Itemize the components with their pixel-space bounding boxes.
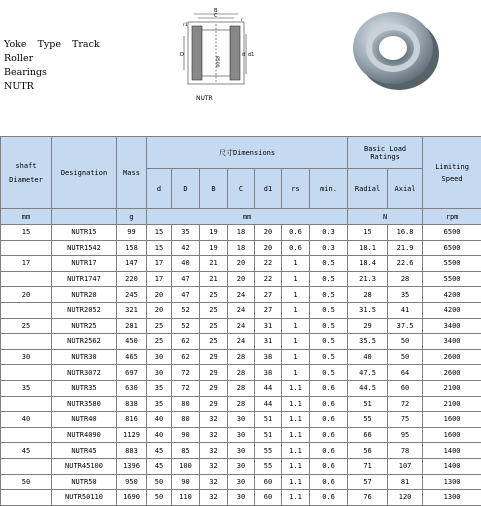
cell-rs: 1 [282, 287, 310, 303]
cell-speed: 4200 [423, 302, 481, 318]
cell-D: 110 [172, 490, 200, 506]
table-row [1, 256, 481, 272]
cell-min: 0.5 [310, 302, 348, 318]
col-header-designation: Designation [52, 137, 117, 209]
table-header [1, 137, 481, 225]
title-word: Roller [4, 53, 33, 64]
cell-radial: 76 [348, 490, 388, 506]
cell-speed: 2600 [423, 349, 481, 365]
cell-C: 24 [228, 334, 255, 350]
cell-speed: 2100 [423, 396, 481, 412]
cell-radial: 28 [348, 287, 388, 303]
cell-C: 24 [228, 302, 255, 318]
col-header-C: C [228, 169, 255, 209]
cell-shaft [1, 458, 52, 474]
cell-mass: 147 [117, 256, 147, 272]
cell-mass: 816 [117, 412, 147, 428]
col-header-shaft: shaft Diameter [1, 137, 52, 209]
cell-min: 0.6 [310, 458, 348, 474]
cell-mass: 630 [117, 380, 147, 396]
cell-des: NUTR30 [52, 349, 117, 365]
label-d1: d1 [248, 52, 254, 58]
table-row [1, 225, 481, 241]
cell-d: 50 [147, 474, 172, 490]
cell-d: 30 [147, 365, 172, 381]
cell-D: 40 [172, 256, 200, 272]
product-title [4, 38, 134, 94]
unit-designation [52, 209, 117, 225]
cell-B: 29 [200, 365, 228, 381]
title-line-3: NUTR [4, 80, 134, 94]
cell-d1: 44 [255, 380, 282, 396]
cell-rs: 0.6 [282, 225, 310, 241]
cell-mass: 950 [117, 474, 147, 490]
cell-C: 20 [228, 256, 255, 272]
cell-D: 35 [172, 225, 200, 241]
cell-d: 20 [147, 302, 172, 318]
cell-mass: 220 [117, 271, 147, 287]
cell-axial: 107 [388, 458, 423, 474]
cell-min: 0.5 [310, 256, 348, 272]
cell-D: 52 [172, 318, 200, 334]
cell-D: 80 [172, 396, 200, 412]
cell-d1: 22 [255, 271, 282, 287]
col-header-d1: d1 [255, 169, 282, 209]
cell-des: NUTR25 [52, 318, 117, 334]
col-header-limiting-speed: Limiting Speed [423, 137, 481, 209]
cell-speed: 5500 [423, 256, 481, 272]
table-body [1, 225, 481, 506]
cell-axial: 28 [388, 271, 423, 287]
cell-des: NUTR2562 [52, 334, 117, 350]
cell-d1: 44 [255, 396, 282, 412]
table-row [1, 318, 481, 334]
cell-d: 35 [147, 380, 172, 396]
cell-radial: 51 [348, 396, 388, 412]
cell-radial: 18.1 [348, 240, 388, 256]
cell-d: 45 [147, 443, 172, 459]
cell-B: 32 [200, 458, 228, 474]
cell-min: 0.6 [310, 396, 348, 412]
cell-B: 21 [200, 271, 228, 287]
cell-des: NUTR50110 [52, 490, 117, 506]
cell-D: 100 [172, 458, 200, 474]
cell-D: 62 [172, 334, 200, 350]
cell-min: 0.6 [310, 380, 348, 396]
cell-d1: 38 [255, 365, 282, 381]
cell-d1: 38 [255, 349, 282, 365]
cell-speed: 6500 [423, 240, 481, 256]
cell-C: 24 [228, 287, 255, 303]
table-row [1, 380, 481, 396]
table-row [1, 396, 481, 412]
cell-D: 72 [172, 380, 200, 396]
cell-axial: 60 [388, 380, 423, 396]
cell-d1: 51 [255, 427, 282, 443]
cell-C: 18 [228, 240, 255, 256]
cell-des: NUTR17 [52, 256, 117, 272]
cell-des: NUTR1747 [52, 271, 117, 287]
cell-d: 15 [147, 240, 172, 256]
cell-B: 19 [200, 240, 228, 256]
cell-C: 30 [228, 458, 255, 474]
cell-des: NUTR20 [52, 287, 117, 303]
cell-radial: 47.5 [348, 365, 388, 381]
table-row [1, 474, 481, 490]
cell-speed: 1300 [423, 474, 481, 490]
cell-d1: 31 [255, 318, 282, 334]
col-header-min: min. [310, 169, 348, 209]
cell-shaft: 17 [1, 256, 52, 272]
title-line-2: Bearings [4, 66, 134, 80]
table-row [1, 412, 481, 428]
cell-radial: 31.5 [348, 302, 388, 318]
table-row [1, 271, 481, 287]
col-header-mass: Mass [117, 137, 147, 209]
cell-D: 62 [172, 349, 200, 365]
cell-axial: 37.5 [388, 318, 423, 334]
cell-shaft: 45 [1, 443, 52, 459]
cell-des: NUTR3072 [52, 365, 117, 381]
cell-shaft: 35 [1, 380, 52, 396]
cell-radial: 66 [348, 427, 388, 443]
cell-D: 42 [172, 240, 200, 256]
cell-rs: 1.1 [282, 443, 310, 459]
cell-B: 25 [200, 287, 228, 303]
cell-mass: 883 [117, 443, 147, 459]
cell-des: NUTR40 [52, 412, 117, 428]
bearing-photo [349, 6, 441, 94]
cell-axial: 81 [388, 474, 423, 490]
cell-C: 30 [228, 443, 255, 459]
cell-radial: 44.5 [348, 380, 388, 396]
cell-d1: 55 [255, 443, 282, 459]
cell-d1: 60 [255, 474, 282, 490]
cell-mass: 838 [117, 396, 147, 412]
cell-speed: 2600 [423, 365, 481, 381]
cell-shaft: 25 [1, 318, 52, 334]
cell-radial: 35.5 [348, 334, 388, 350]
cell-speed: 1300 [423, 490, 481, 506]
spec-table [0, 136, 481, 506]
cell-rs: 1 [282, 256, 310, 272]
cell-radial: 71 [348, 458, 388, 474]
label-C: C [214, 13, 218, 19]
cell-mass: 697 [117, 365, 147, 381]
table-row [1, 427, 481, 443]
cell-rs: 1.1 [282, 412, 310, 428]
title-word: Track [72, 39, 100, 50]
cell-min: 0.6 [310, 474, 348, 490]
cell-d: 15 [147, 225, 172, 241]
cell-B: 29 [200, 349, 228, 365]
col-header-radial: Radial [348, 169, 388, 209]
cell-d1: 20 [255, 225, 282, 241]
cell-C: 30 [228, 427, 255, 443]
table-row [1, 490, 481, 506]
cell-d1: 27 [255, 287, 282, 303]
label-r: r [241, 17, 243, 23]
cell-C: 18 [228, 225, 255, 241]
cell-axial: 50 [388, 349, 423, 365]
cell-D: 47 [172, 287, 200, 303]
cell-axial: 95 [388, 427, 423, 443]
unit-speed: rpm [423, 209, 481, 225]
cell-shaft [1, 271, 52, 287]
cell-C: 24 [228, 318, 255, 334]
cell-speed: 1400 [423, 458, 481, 474]
cell-speed: 1600 [423, 427, 481, 443]
cell-des: NUTR2052 [52, 302, 117, 318]
cell-min: 0.6 [310, 412, 348, 428]
table-row [1, 349, 481, 365]
cell-rs: 1.1 [282, 427, 310, 443]
cell-min: 0.6 [310, 427, 348, 443]
cell-radial: 57 [348, 474, 388, 490]
cell-radial: 15 [348, 225, 388, 241]
cell-min: 0.5 [310, 318, 348, 334]
cell-des: NUTR15 [52, 225, 117, 241]
cell-C: 30 [228, 412, 255, 428]
cell-min: 0.3 [310, 225, 348, 241]
col-header-B: B [200, 169, 228, 209]
cell-axial: 120 [388, 490, 423, 506]
cell-speed: 1400 [423, 443, 481, 459]
cell-speed: 2100 [423, 380, 481, 396]
cell-axial: 22.6 [388, 256, 423, 272]
cell-D: 90 [172, 474, 200, 490]
cell-B: 25 [200, 318, 228, 334]
cell-B: 32 [200, 474, 228, 490]
cell-speed: 6500 [423, 225, 481, 241]
cell-radial: 18.4 [348, 256, 388, 272]
table-row [1, 365, 481, 381]
cell-rs: 1.1 [282, 458, 310, 474]
cell-d: 25 [147, 318, 172, 334]
cell-mass: 99 [117, 225, 147, 241]
cell-axial: 78 [388, 443, 423, 459]
cell-radial: 40 [348, 349, 388, 365]
cell-des: NUTR45100 [52, 458, 117, 474]
table-row [1, 334, 481, 350]
cell-min: 0.5 [310, 287, 348, 303]
cell-radial: 29 [348, 318, 388, 334]
cell-shaft [1, 240, 52, 256]
cell-des: NUTR45 [52, 443, 117, 459]
cell-axial: 50 [388, 334, 423, 350]
bearing-cross-section-drawing [176, 4, 256, 96]
label-d: d [242, 52, 245, 58]
cell-B: 19 [200, 225, 228, 241]
cell-speed: 1600 [423, 412, 481, 428]
cell-rs: 1.1 [282, 396, 310, 412]
cell-d: 17 [147, 256, 172, 272]
cell-d: 40 [147, 427, 172, 443]
cell-mass: 321 [117, 302, 147, 318]
cell-rs: 0.6 [282, 240, 310, 256]
cell-shaft: 15 [1, 225, 52, 241]
label-r1: r1 [183, 22, 188, 28]
cell-shaft: 50 [1, 474, 52, 490]
cell-C: 28 [228, 349, 255, 365]
cell-d: 17 [147, 271, 172, 287]
cell-des: NUTR50 [52, 474, 117, 490]
cell-shaft: 20 [1, 287, 52, 303]
label-B: B [214, 8, 218, 14]
label-D: D [180, 52, 184, 58]
cell-shaft [1, 490, 52, 506]
cell-shaft [1, 302, 52, 318]
cell-min: 0.3 [310, 240, 348, 256]
drawing-caption: NUTR [196, 95, 213, 102]
col-header-load-ratings: Basic Load Ratings [348, 137, 423, 169]
cell-mass: 158 [117, 240, 147, 256]
cell-rs: 1 [282, 302, 310, 318]
cell-B: 29 [200, 380, 228, 396]
cell-d: 45 [147, 458, 172, 474]
col-header-rs: rs [282, 169, 310, 209]
cell-axial: 41 [388, 302, 423, 318]
cell-rs: 1 [282, 365, 310, 381]
table-row [1, 458, 481, 474]
cell-min: 0.5 [310, 365, 348, 381]
col-header-D: D [172, 169, 200, 209]
cell-rs: 1.1 [282, 490, 310, 506]
cell-C: 28 [228, 396, 255, 412]
cell-axial: 21.9 [388, 240, 423, 256]
label-pitch: 8500 [214, 56, 220, 68]
col-header-d: d [147, 169, 172, 209]
cell-D: 85 [172, 443, 200, 459]
cell-rs: 1.1 [282, 380, 310, 396]
cell-d: 35 [147, 396, 172, 412]
table-row [1, 443, 481, 459]
cell-min: 0.5 [310, 349, 348, 365]
cell-d1: 22 [255, 256, 282, 272]
cell-d: 40 [147, 412, 172, 428]
cell-mass: 281 [117, 318, 147, 334]
cell-C: 30 [228, 490, 255, 506]
col-header-axial: Axial [388, 169, 423, 209]
cell-d: 50 [147, 490, 172, 506]
cell-mass: 1129 [117, 427, 147, 443]
cell-shaft: 30 [1, 349, 52, 365]
cell-D: 52 [172, 302, 200, 318]
cell-d1: 51 [255, 412, 282, 428]
cell-shaft: 40 [1, 412, 52, 428]
cell-d1: 27 [255, 302, 282, 318]
cell-des: NUTR3580 [52, 396, 117, 412]
cell-B: 32 [200, 443, 228, 459]
cell-mass: 245 [117, 287, 147, 303]
unit-dimensions: mm [147, 209, 348, 225]
cell-min: 0.6 [310, 490, 348, 506]
cell-axial: 64 [388, 365, 423, 381]
cell-mass: 1690 [117, 490, 147, 506]
title-word: Type [38, 39, 61, 50]
cell-radial: 55 [348, 412, 388, 428]
cell-shaft [1, 396, 52, 412]
cell-min: 0.5 [310, 271, 348, 287]
cell-d1: 31 [255, 334, 282, 350]
unit-mass: g [117, 209, 147, 225]
cell-speed: 5500 [423, 271, 481, 287]
col-header-dimensions: 尺寸Dimensions [147, 137, 348, 169]
cell-C: 28 [228, 365, 255, 381]
table-row [1, 302, 481, 318]
cell-d1: 60 [255, 490, 282, 506]
cell-B: 29 [200, 396, 228, 412]
cell-d: 30 [147, 349, 172, 365]
cell-rs: 1 [282, 271, 310, 287]
cell-radial: 21.3 [348, 271, 388, 287]
unit-shaft: mm [1, 209, 52, 225]
cell-rs: 1.1 [282, 474, 310, 490]
cell-d: 25 [147, 334, 172, 350]
cell-B: 25 [200, 302, 228, 318]
cell-shaft [1, 334, 52, 350]
cell-rs: 1 [282, 318, 310, 334]
cell-axial: 72 [388, 396, 423, 412]
cell-D: 47 [172, 271, 200, 287]
cell-d: 20 [147, 287, 172, 303]
title-word: Yoke [4, 39, 27, 50]
cell-rs: 1 [282, 349, 310, 365]
cell-d1: 55 [255, 458, 282, 474]
cell-D: 80 [172, 412, 200, 428]
cell-des: NUTR1542 [52, 240, 117, 256]
cell-B: 32 [200, 490, 228, 506]
cell-speed: 3400 [423, 334, 481, 350]
cell-B: 32 [200, 412, 228, 428]
cell-B: 32 [200, 427, 228, 443]
product-header [0, 0, 481, 135]
cell-C: 28 [228, 380, 255, 396]
cell-min: 0.6 [310, 443, 348, 459]
cell-d1: 20 [255, 240, 282, 256]
cell-shaft [1, 365, 52, 381]
cell-axial: 75 [388, 412, 423, 428]
title-line-1 [4, 38, 134, 66]
cell-axial: 16.8 [388, 225, 423, 241]
cell-mass: 465 [117, 349, 147, 365]
cell-radial: 56 [348, 443, 388, 459]
cell-axial: 35 [388, 287, 423, 303]
cell-B: 21 [200, 256, 228, 272]
table-row [1, 287, 481, 303]
cell-speed: 3400 [423, 318, 481, 334]
cell-mass: 450 [117, 334, 147, 350]
cell-shaft [1, 427, 52, 443]
cell-rs: 1 [282, 334, 310, 350]
cell-des: NUTR35 [52, 380, 117, 396]
table-row [1, 240, 481, 256]
cell-speed: 4200 [423, 287, 481, 303]
cell-C: 30 [228, 474, 255, 490]
cell-C: 20 [228, 271, 255, 287]
cell-D: 90 [172, 427, 200, 443]
cell-B: 25 [200, 334, 228, 350]
cell-mass: 1396 [117, 458, 147, 474]
cell-D: 72 [172, 365, 200, 381]
cell-des: NUTR4090 [52, 427, 117, 443]
cell-min: 0.5 [310, 334, 348, 350]
unit-load: N [348, 209, 423, 225]
